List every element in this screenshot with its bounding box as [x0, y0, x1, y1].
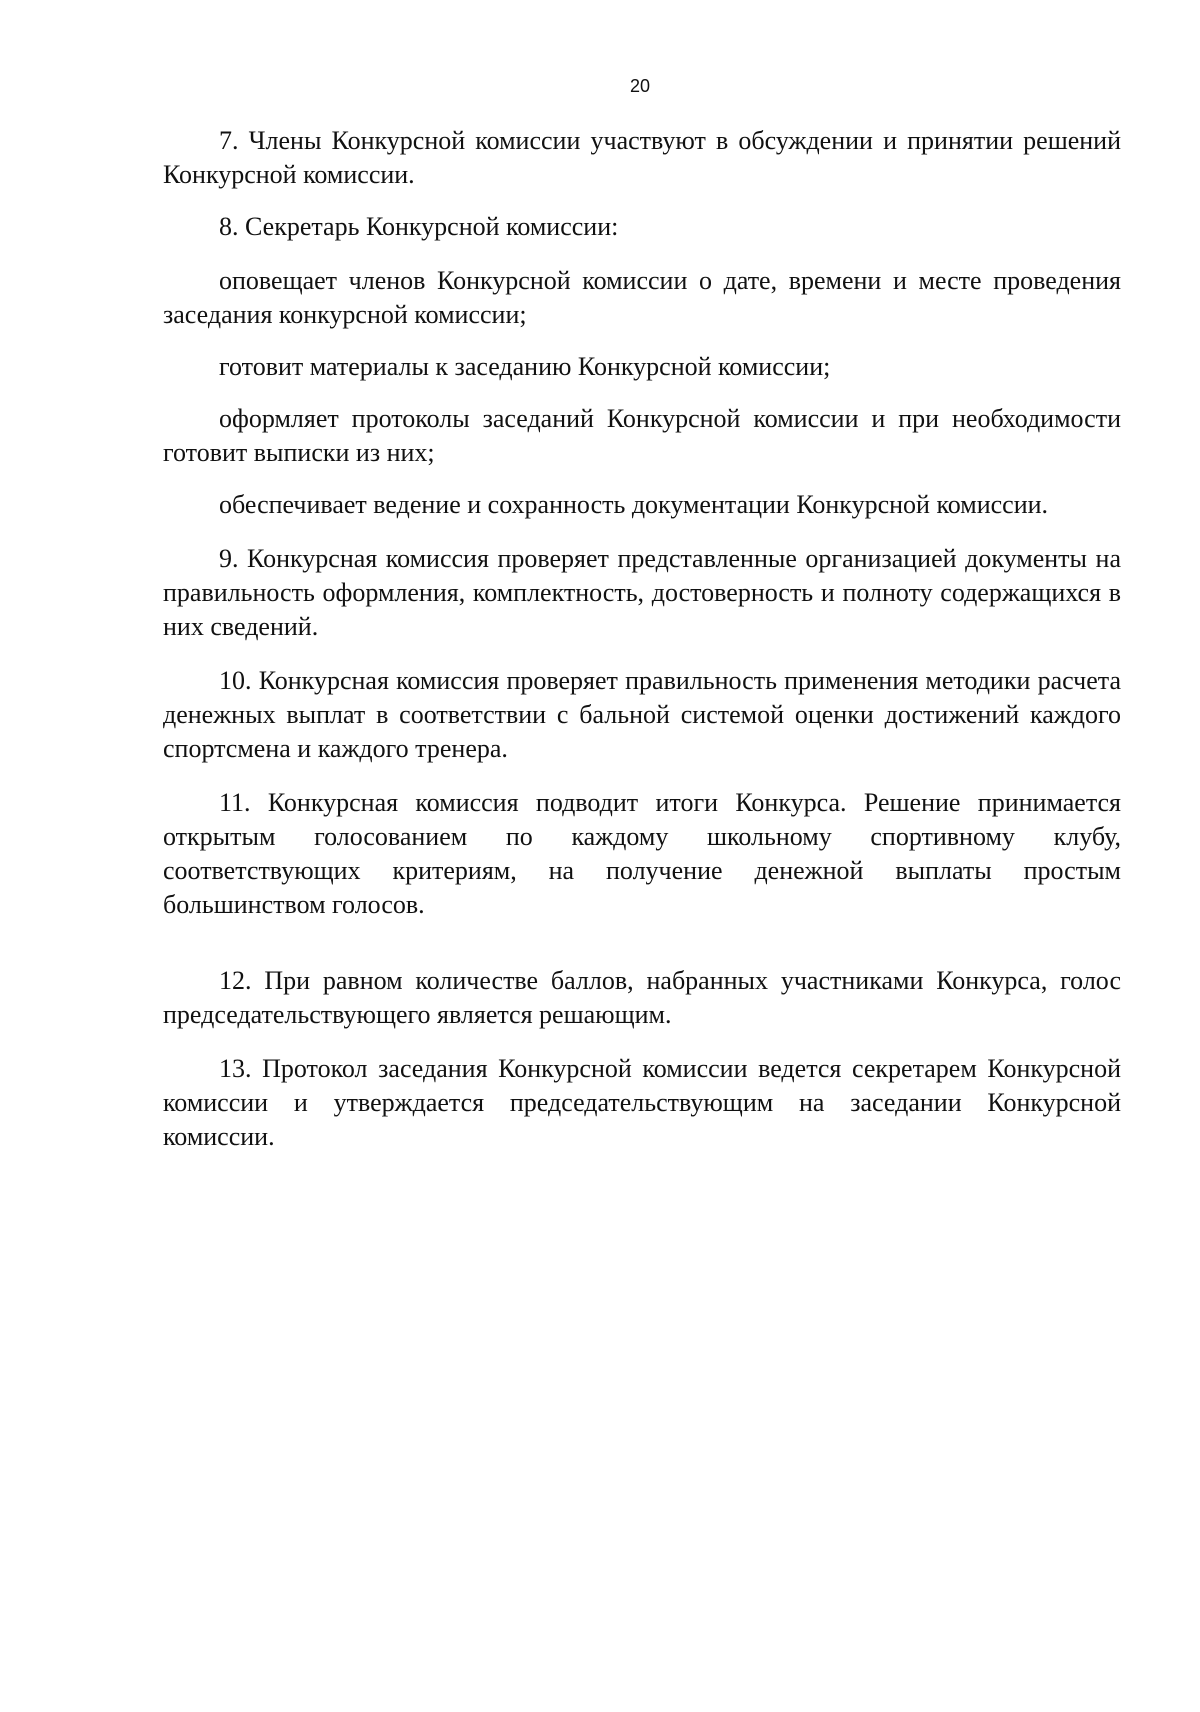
- paragraph-8: 8. Секретарь Конкурсной комиссии:: [219, 212, 619, 241]
- document-body: [163, 124, 1121, 1154]
- paragraph-8-item-materials: готовит материалы к заседанию Конкурсной комиссии;: [219, 352, 831, 381]
- paragraph-9: 9. Конкурсная комиссия проверяет представленные организацией документы на правильность оформления, комплектность, достоверность и полноту содержащихся в них сведений.: [163, 544, 1121, 641]
- paragraph-11: 11. Конкурсная комиссия подводит итоги Конкурса. Решение принимается открытым голосованием по каждому школьному спортивному клубу, соответствующих критериям, на получение денежной выплаты простым большинством голосов.: [163, 788, 1121, 919]
- page-number: 20: [629, 76, 651, 96]
- paragraph-13: 13. Протокол заседания Конкурсной комиссии ведется секретарем Конкурсной комиссии и утверждается председательствующим на заседании Конкурсной комиссии.: [163, 1054, 1121, 1151]
- paragraph-7: 7. Члены Конкурсной комиссии участвуют в обсуждении и принятии решений Конкурсной комиссии.: [163, 126, 1121, 189]
- paragraph-8-item-protocols: оформляет протоколы заседаний Конкурсной комиссии и при необходимости готовит выписки из них;: [163, 404, 1121, 467]
- paragraph-8-item-documentation: обеспечивает ведение и сохранность документации Конкурсной комиссии.: [219, 490, 1049, 519]
- paragraph-8-item-notify: оповещает членов Конкурсной комиссии о дате, времени и месте проведения заседания конкурсной комиссии;: [163, 266, 1121, 329]
- paragraph-12: 12. При равном количестве баллов, набранных участниками Конкурса, голос председательствующего является решающим.: [163, 966, 1121, 1029]
- paragraph-10: 10. Конкурсная комиссия проверяет правильность применения методики расчета денежных выплат в соответствии с бальной системой оценки достижений каждого спортсмена и каждого тренера.: [163, 666, 1121, 763]
